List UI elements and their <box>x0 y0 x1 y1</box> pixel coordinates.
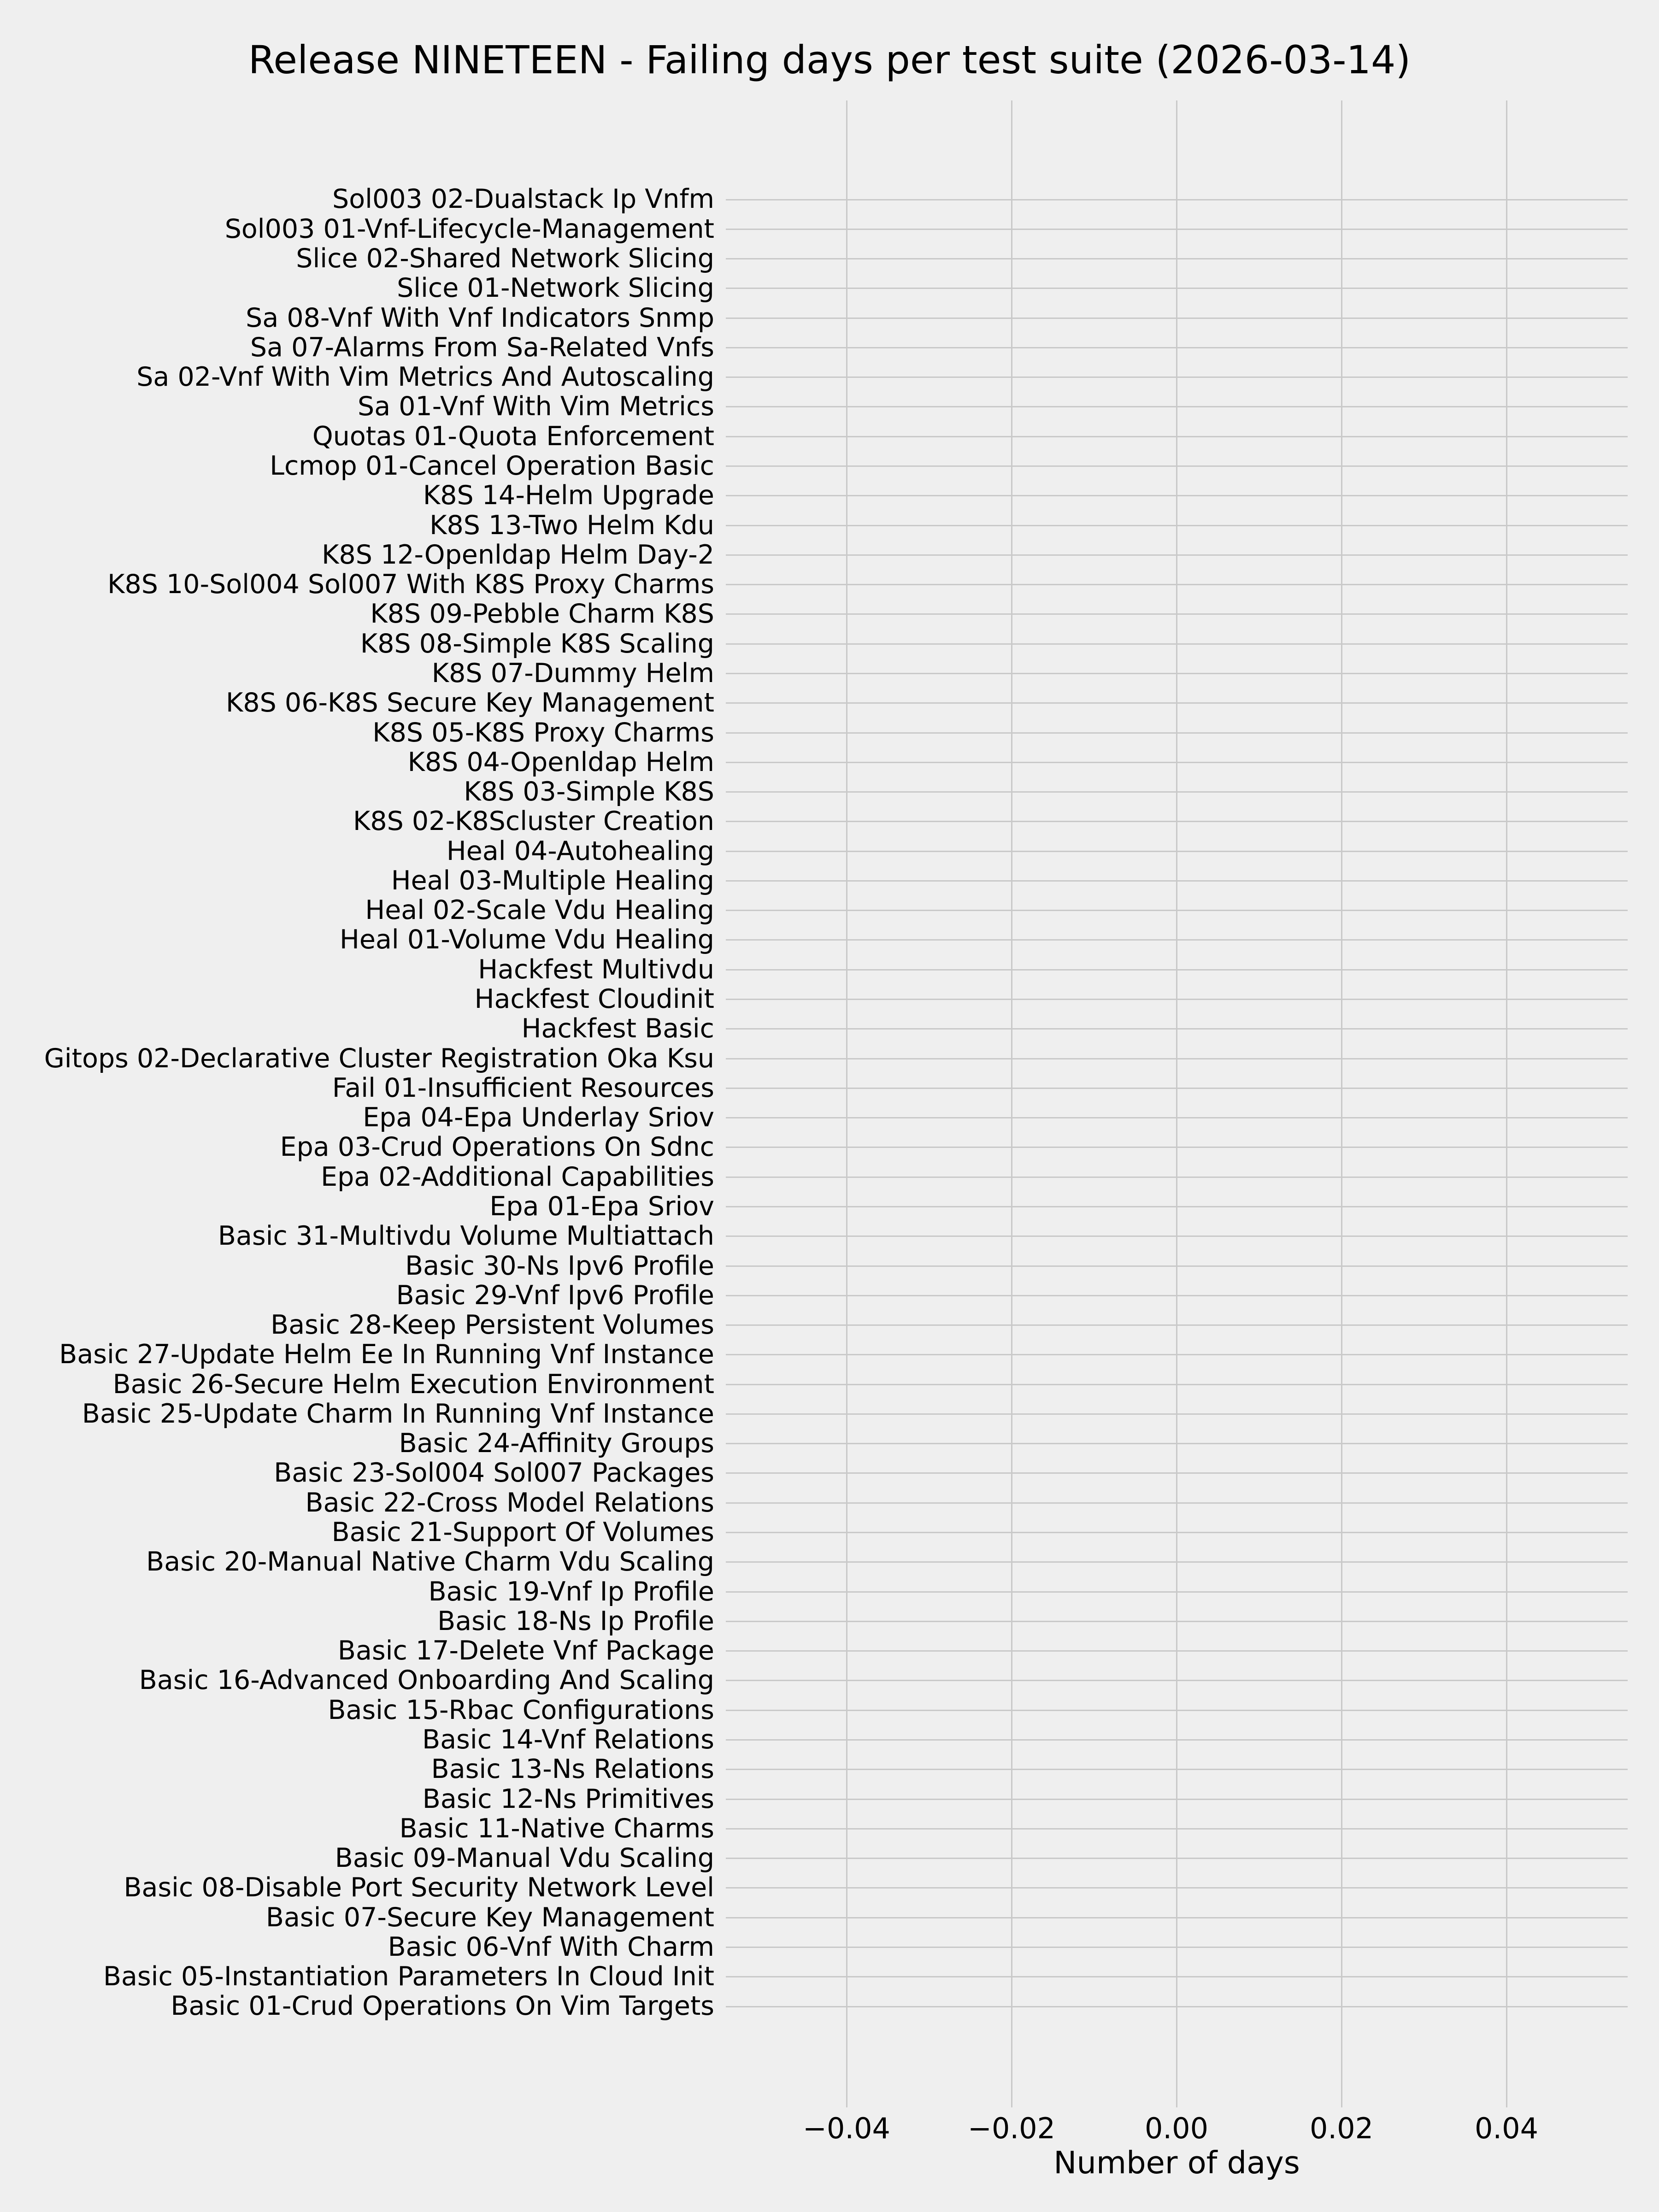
h-gridline <box>726 1235 1628 1237</box>
h-gridline <box>726 643 1628 645</box>
y-tick-label: K8S 03-Simple K8S <box>464 777 714 807</box>
y-tick-label: Sa 01-Vnf With Vim Metrics <box>358 391 714 422</box>
y-tick-label: Sa 08-Vnf With Vnf Indicators Snmp <box>246 302 714 333</box>
h-gridline <box>726 2006 1628 2007</box>
h-gridline <box>726 1472 1628 1474</box>
y-tick-label: Basic 29-Vnf Ipv6 Profile <box>396 1280 714 1311</box>
h-gridline <box>726 1947 1628 1948</box>
v-gridline <box>846 100 847 2107</box>
y-tick-label: Heal 04-Autohealing <box>446 835 714 866</box>
x-axis-label: Number of days <box>1053 2145 1300 2181</box>
y-tick-label: K8S 04-Openldap Helm <box>407 747 714 777</box>
y-tick-label: K8S 13-Two Helm Kdu <box>429 510 714 541</box>
v-gridline <box>1176 100 1177 2107</box>
v-gridline <box>1011 100 1012 2107</box>
y-tick-label: Basic 28-Keep Persistent Volumes <box>271 1310 714 1341</box>
h-gridline <box>726 1858 1628 1859</box>
h-gridline <box>726 1117 1628 1118</box>
h-gridline <box>726 318 1628 319</box>
y-tick-label: Hackfest Basic <box>521 1013 714 1044</box>
h-gridline <box>726 1561 1628 1563</box>
y-tick-label: K8S 12-Openldap Helm Day-2 <box>322 539 714 570</box>
h-gridline <box>726 1976 1628 1977</box>
h-gridline <box>726 1265 1628 1267</box>
h-gridline <box>726 613 1628 615</box>
h-gridline <box>726 1591 1628 1593</box>
x-tick-label: −0.04 <box>803 2112 890 2145</box>
h-gridline <box>726 1384 1628 1385</box>
h-gridline <box>726 1532 1628 1533</box>
y-tick-label: Basic 18-Ns Ip Profile <box>437 1606 714 1636</box>
h-gridline <box>726 1177 1628 1178</box>
y-tick-label: Basic 14-Vnf Relations <box>422 1724 714 1755</box>
h-gridline <box>726 1621 1628 1622</box>
h-gridline <box>726 1413 1628 1415</box>
h-gridline <box>726 436 1628 437</box>
h-gridline <box>726 377 1628 378</box>
h-gridline <box>726 1917 1628 1918</box>
x-tick-label: 0.02 <box>1309 2112 1374 2145</box>
y-tick-label: K8S 14-Helm Upgrade <box>423 480 714 511</box>
h-gridline <box>726 1088 1628 1089</box>
h-gridline <box>726 851 1628 852</box>
h-gridline <box>726 258 1628 259</box>
y-tick-label: Epa 02-Additional Capabilities <box>321 1161 714 1192</box>
h-gridline <box>726 910 1628 911</box>
y-tick-label: Quotas 01-Quota Enforcement <box>312 421 714 452</box>
y-tick-label: Sol003 01-Vnf-Lifecycle-Management <box>224 213 714 244</box>
y-tick-label: Basic 23-Sol004 Sol007 Packages <box>274 1458 714 1488</box>
h-gridline <box>726 880 1628 882</box>
y-tick-label: Basic 05-Instantiation Parameters In Cloud Init <box>103 1961 714 1992</box>
h-gridline <box>726 465 1628 467</box>
y-tick-label: Basic 16-Advanced Onboarding And Scaling <box>139 1665 714 1696</box>
y-tick-label: Sa 07-Alarms From Sa-Related Vnfs <box>250 332 714 363</box>
h-gridline <box>726 1502 1628 1504</box>
h-gridline <box>726 347 1628 348</box>
x-tick-label: 0.00 <box>1144 2112 1209 2145</box>
h-gridline <box>726 1295 1628 1296</box>
h-gridline <box>726 1710 1628 1711</box>
y-tick-label: Basic 30-Ns Ipv6 Profile <box>405 1250 714 1281</box>
y-tick-label: K8S 02-K8Scluster Creation <box>353 806 714 837</box>
h-gridline <box>726 702 1628 704</box>
y-tick-label: Lcmop 01-Cancel Operation Basic <box>270 450 714 481</box>
y-tick-label: Basic 31-Multivdu Volume Multiattach <box>218 1221 714 1252</box>
h-gridline <box>726 288 1628 289</box>
v-gridline <box>1341 100 1342 2107</box>
h-gridline <box>726 1799 1628 1800</box>
h-gridline <box>726 584 1628 585</box>
h-gridline <box>726 821 1628 822</box>
y-tick-label: K8S 10-Sol004 Sol007 With K8S Proxy Charms <box>107 569 714 600</box>
h-gridline <box>726 1147 1628 1148</box>
y-tick-label: Epa 04-Epa Underlay Sriov <box>363 1102 714 1133</box>
h-gridline <box>726 1650 1628 1652</box>
y-tick-label: Hackfest Cloudinit <box>474 984 714 1014</box>
y-tick-label: K8S 05-K8S Proxy Charms <box>372 717 714 748</box>
y-tick-label: Gitops 02-Declarative Cluster Registration Oka Ksu <box>44 1043 714 1074</box>
h-gridline <box>726 1443 1628 1444</box>
y-tick-label: K8S 08-Simple K8S Scaling <box>360 628 714 659</box>
y-tick-label: Basic 24-Affinity Groups <box>399 1428 714 1459</box>
y-tick-label: Basic 01-Crud Operations On Vim Targets <box>171 1991 714 2022</box>
y-tick-label: Heal 03-Multiple Healing <box>391 865 714 896</box>
y-tick-label: Basic 12-Ns Primitives <box>422 1783 714 1814</box>
y-tick-label: Basic 06-Vnf With Charm <box>388 1931 714 1962</box>
h-gridline <box>726 969 1628 971</box>
y-tick-label: Epa 03-Crud Operations On Sdnc <box>280 1132 714 1163</box>
y-tick-label: Sa 02-Vnf With Vim Metrics And Autoscaling <box>136 362 714 393</box>
y-tick-label: Sol003 02-Dualstack Ip Vnfm <box>332 184 714 215</box>
y-tick-label: Basic 27-Update Helm Ee In Running Vnf Instance <box>59 1339 714 1370</box>
y-tick-label: Basic 09-Manual Vdu Scaling <box>335 1843 714 1874</box>
h-gridline <box>726 1769 1628 1770</box>
y-tick-label: Basic 21-Support Of Volumes <box>331 1517 714 1548</box>
h-gridline <box>726 732 1628 734</box>
h-gridline <box>726 999 1628 1000</box>
h-gridline <box>726 495 1628 496</box>
y-tick-label: Heal 01-Volume Vdu Healing <box>340 924 714 955</box>
y-tick-label: Basic 26-Secure Helm Execution Environment <box>112 1369 714 1400</box>
x-tick-label: −0.02 <box>968 2112 1055 2145</box>
h-gridline <box>726 1739 1628 1741</box>
h-gridline <box>726 673 1628 674</box>
plot-area <box>726 100 1628 2107</box>
x-tick-label: 0.04 <box>1474 2112 1539 2145</box>
y-tick-label: Basic 22-Cross Model Relations <box>305 1487 714 1518</box>
h-gridline <box>726 762 1628 763</box>
h-gridline <box>726 525 1628 526</box>
h-gridline <box>726 1028 1628 1030</box>
h-gridline <box>726 406 1628 407</box>
v-gridline <box>1506 100 1507 2107</box>
y-tick-label: Slice 01-Network Slicing <box>397 273 714 304</box>
y-tick-label: K8S 07-Dummy Helm <box>431 658 714 688</box>
y-tick-label: Basic 13-Ns Relations <box>431 1754 714 1785</box>
h-gridline <box>726 1887 1628 1888</box>
chart-title: Release NINETEEN - Failing days per test suite (2026-03-14) <box>248 37 1411 82</box>
y-tick-label: Epa 01-Epa Sriov <box>489 1191 714 1222</box>
y-tick-label: Slice 02-Shared Network Slicing <box>296 243 714 274</box>
y-tick-label: Hackfest Multivdu <box>478 954 714 985</box>
h-gridline <box>726 199 1628 200</box>
h-gridline <box>726 1828 1628 1830</box>
y-tick-label: K8S 06-K8S Secure Key Management <box>225 688 714 718</box>
h-gridline <box>726 1206 1628 1207</box>
y-tick-label: Heal 02-Scale Vdu Healing <box>365 895 714 926</box>
y-tick-label: Basic 08-Disable Port Security Network Level <box>124 1872 714 1903</box>
h-gridline <box>726 1058 1628 1059</box>
y-tick-label: Basic 20-Manual Native Charm Vdu Scaling <box>146 1547 714 1577</box>
y-tick-label: K8S 09-Pebble Charm K8S <box>370 599 714 629</box>
y-tick-label: Basic 07-Secure Key Management <box>265 1902 714 1933</box>
y-tick-label: Basic 25-Update Charm In Running Vnf Instance <box>82 1398 714 1429</box>
y-tick-label: Basic 17-Delete Vnf Package <box>337 1635 714 1666</box>
y-tick-label: Basic 19-Vnf Ip Profile <box>428 1576 714 1607</box>
h-gridline <box>726 939 1628 941</box>
h-gridline <box>726 791 1628 793</box>
h-gridline <box>726 229 1628 230</box>
y-tick-label: Fail 01-Insufficient Resources <box>332 1072 714 1103</box>
h-gridline <box>726 1680 1628 1681</box>
h-gridline <box>726 1324 1628 1326</box>
y-tick-label: Basic 15-Rbac Configurations <box>328 1694 714 1725</box>
h-gridline <box>726 1354 1628 1355</box>
h-gridline <box>726 554 1628 556</box>
y-tick-label: Basic 11-Native Charms <box>399 1813 714 1844</box>
